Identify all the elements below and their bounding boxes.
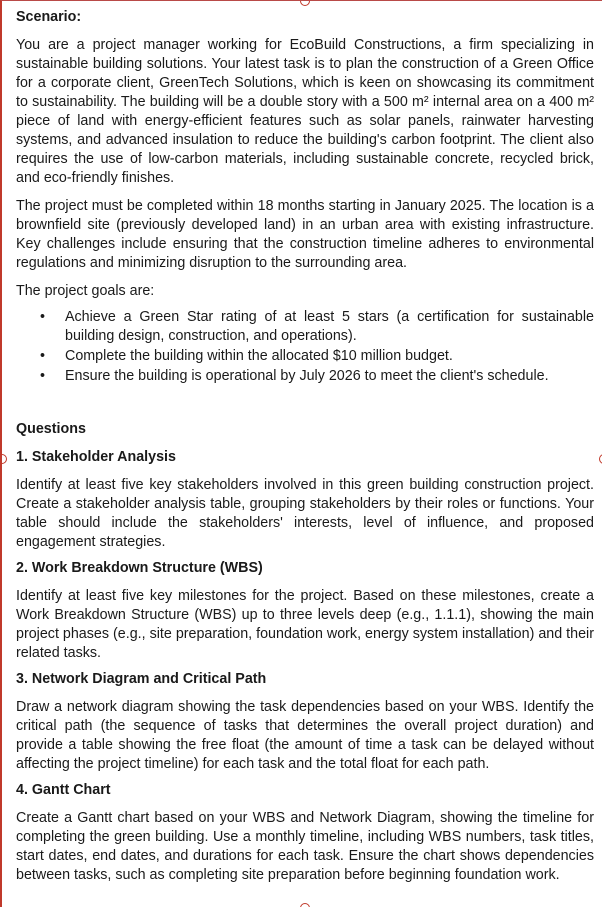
resize-handle-bottom[interactable] bbox=[300, 903, 310, 907]
goal-item: • Ensure the building is operational by July 2026 to meet the client's schedule. bbox=[65, 367, 594, 386]
scenario-heading: Scenario: bbox=[16, 9, 82, 25]
question-body-wbs: Identify at least five key milestones for the project. Based on these milestones, create a Work Breakdown Structure (WBS) up to three levels deep (e.g., 1.1.1), showing the main project phases (e.g., site preparation, foundation work, energy system installation) and their related tasks. bbox=[16, 588, 594, 661]
question-title-stakeholder-analysis: 1. Stakeholder Analysis bbox=[16, 449, 176, 465]
goals-intro: The project goals are: bbox=[16, 283, 155, 299]
goals-list bbox=[16, 308, 594, 386]
goal-item: • Achieve a Green Star rating of at least 5 stars (a certification for sustainable building design, construction, and operations). bbox=[65, 308, 594, 346]
question-body-gantt-chart: Create a Gantt chart based on your WBS and Network Diagram, showing the timeline for completing the green building. Use a monthly timeline, including WBS numbers, task titles, start dates, end dates, and durations for each task. Ensure the chart shows dependencies between tasks, such as completing site preparation before beginning foundation work. bbox=[16, 810, 594, 883]
goal-item: • Complete the building within the allocated $10 million budget. bbox=[65, 347, 594, 366]
questions-heading: Questions bbox=[16, 421, 86, 437]
question-title-gantt-chart: 4. Gantt Chart bbox=[16, 782, 111, 798]
question-body-network-diagram: Draw a network diagram showing the task dependencies based on your WBS. Identify the critical path (the sequence of tasks that determines the overall project duration) and provide a table showing the free float (the amount of time a task can be delayed without affecting the project timeline) for each task and the total float for each path. bbox=[16, 699, 594, 772]
scenario-paragraph-2: The project must be completed within 18 months starting in January 2025. The location is a brownfield site (previously developed land) in an urban area with existing infrastructure. Key challenges include ensuring that the construction timeline adheres to environmental regulations and minimizing disruption to the surrounding area. bbox=[16, 198, 594, 271]
document-content bbox=[2, 1, 602, 885]
question-title-network-diagram: 3. Network Diagram and Critical Path bbox=[16, 671, 267, 687]
scenario-paragraph-1: You are a project manager working for EcoBuild Constructions, a firm specializing in sustainable building solutions. Your latest task is to plan the construction of a Green Office for a corporate client, GreenTech Solutions, which is keen on showcasing its commitment to sustainability. The building will be a double story with a 500 m² internal area on a 400 m² piece of land with energy-efficient features such as solar panels, rainwater harvesting systems, and advanced insulation to reduce the building's carbon footprint. The client also requires the use of low-carbon materials, including sustainable concrete, recycled brick, and eco-friendly finishes. bbox=[16, 37, 594, 186]
question-title-wbs: 2. Work Breakdown Structure (WBS) bbox=[16, 560, 263, 576]
question-body-stakeholder-analysis: Identify at least five key stakeholders involved in this green building construction project. Create a stakeholder analysis table, grouping stakeholders by their roles or functions. Your table should include the stakeholders' interests, level of influence, and proposed engagement strategies. bbox=[16, 477, 594, 550]
